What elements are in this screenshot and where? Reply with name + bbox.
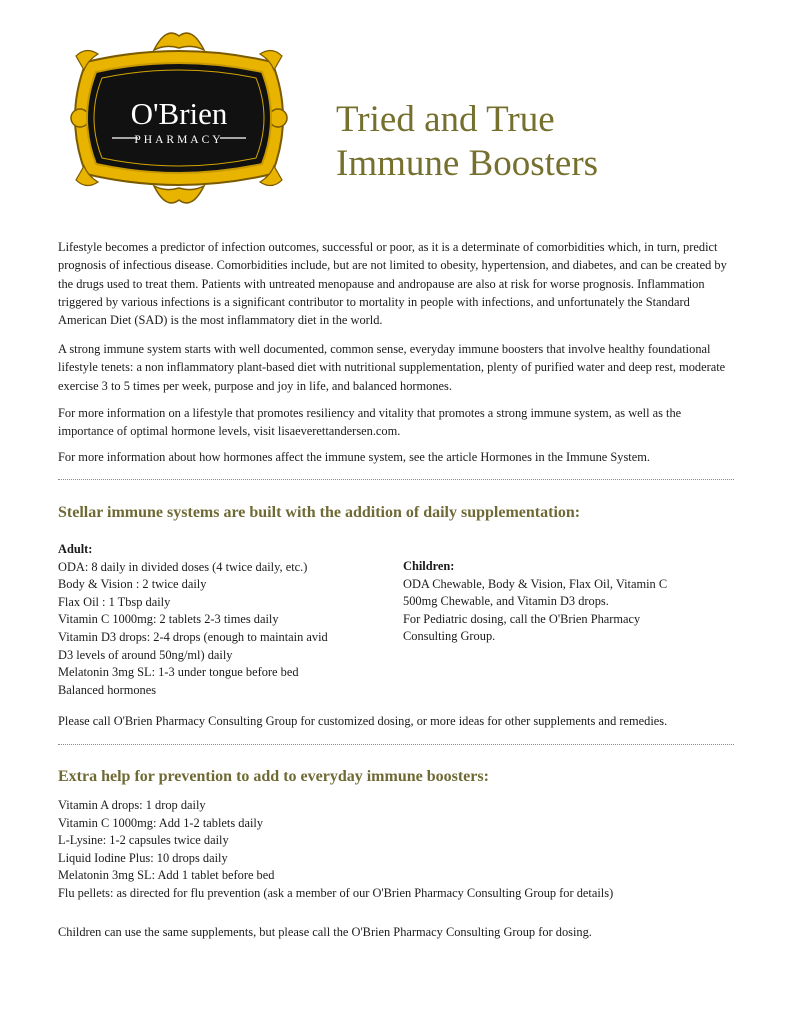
title-line-2: Immune Boosters [336,143,599,184]
list-item: Vitamin C 1000mg: Add 1-2 tablets daily [58,815,264,830]
dosing-note: Please call O'Brien Pharmacy Consulting Group for customized dosing, or more ideas for other supplements and remedies. [58,714,668,728]
supplementation-heading: Stellar immune systems are built with the addition of daily supplementation: [58,504,581,521]
list-item: Vitamin A drops: 1 drop daily [58,798,206,812]
list-item: Balanced hormones [58,682,157,697]
obrien-pharmacy-logo [56,22,302,214]
prevention-heading: Extra help for prevention to add to everyday immune boosters: [58,768,489,785]
list-item: Liquid Iodine Plus: 10 drops daily [58,850,228,865]
intro-paragraph-1: Lifestyle becomes a predictor of infection outcomes, successful or poor, as it is a determinate of comorbidities which, in turn, predict prognosis of infectious disease. Comorbidities include, but are not limited to obesity, hypertension, and diabetes, and can be created by the drugs used to treat them. Patients with untreated menopause and andropause are also at risk for worse prognosis. Inflammation triggered by various infections is a significant contributor to mortality in people with infections, and unfortunately the Standard American Diet (SAD) is the most inflammatory diet in the world. [58,240,727,328]
list-item: Vitamin C 1000mg: 2 tablets 2-3 times daily [58,612,279,627]
children-note: Children can use the same supplements, but please call the O'Brien Pharmacy Consulting Group for dosing. [58,925,592,939]
children-list [403,558,723,646]
page-title [336,98,598,186]
logo-subtitle: PHARMACY [134,134,224,146]
list-item: Vitamin D3 drops: 2-4 drops (enough to maintain avid [58,629,328,644]
intro-paragraph-4: For more information about how hormones affect the immune system, see the article Hormones in the Immune System. [58,450,650,464]
list-item: ODA Chewable, Body & Vision, Flax Oil, Vitamin C [403,576,668,591]
section-divider-2 [58,744,734,745]
list-item: Flu pellets: as directed for flu prevention (ask a member of our O'Brien Pharmacy Consulting Group for details) [58,885,614,900]
list-item: Consulting Group. [403,629,496,644]
list-item: ODA: 8 daily in divided doses (4 twice daily, etc.) [58,559,308,574]
list-item: Melatonin 3mg SL: 1-3 under tongue before bed [58,665,299,680]
prevention-list [58,797,748,903]
adult-list [58,541,388,699]
list-item: 500mg Chewable, and Vitamin D3 drops. [403,594,609,609]
list-item: Flax Oil : 1 Tbsp daily [58,594,171,609]
list-item: For Pediatric dosing, call the O'Brien Pharmacy [403,611,641,626]
title-line-1: Tried and True [336,99,555,140]
list-item: Melatonin 3mg SL: Add 1 tablet before bed [58,868,275,883]
logo-wordmark: O'Brien [130,96,228,131]
adult-title: Adult: [58,542,93,556]
children-title: Children: [403,559,455,573]
intro-paragraph-3: For more information on a lifestyle that promotes resiliency and vitality that promotes a strong immune system, as well as the importance of optimal hormone levels, visit lisaeverettandersen.com. [58,406,682,439]
list-item: Body & Vision : 2 twice daily [58,577,207,592]
list-item: D3 levels of around 50ng/ml) daily [58,647,233,662]
list-item: L-Lysine: 1-2 capsules twice daily [58,833,229,848]
section-divider-1 [58,479,734,480]
intro-paragraph-2: A strong immune system starts with well documented, common sense, everyday immune boosters that involve healthy foundational lifestyle tenets: a non inflammatory plant-based diet with nutritional supplementation, plenty of purified water and deep rest, moderate exercise 3 to 5 times per week, purpose and joy in life, and balanced hormones. [58,342,726,393]
